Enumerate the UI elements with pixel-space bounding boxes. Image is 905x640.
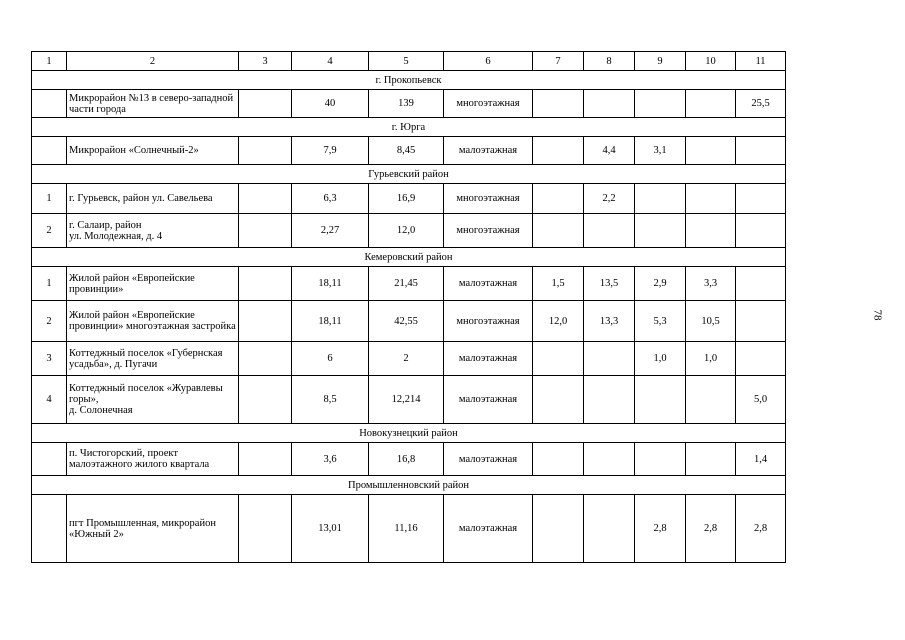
- page-number: 78: [871, 309, 884, 321]
- table-cell: [239, 90, 292, 118]
- table-cell: [686, 90, 736, 118]
- table-cell: малоэтажная: [444, 267, 533, 301]
- table-cell: 13,5: [584, 267, 635, 301]
- object-name-cell: Микрорайон №13 в северо-западной части города: [67, 90, 239, 118]
- table-cell: 2: [32, 301, 67, 342]
- header-cell: 11: [736, 52, 786, 71]
- table-cell: 25,5: [736, 90, 786, 118]
- table-row: [32, 443, 786, 476]
- section-title: Новокузнецкий район: [32, 424, 786, 443]
- table-cell: малоэтажная: [444, 443, 533, 476]
- header-cell: 9: [635, 52, 686, 71]
- table-cell: 3,1: [635, 137, 686, 165]
- table-cell: 1,0: [635, 342, 686, 376]
- table-cell: [686, 214, 736, 248]
- table-cell: [686, 376, 736, 424]
- table-cell: 40: [292, 90, 369, 118]
- table-cell: [635, 90, 686, 118]
- table-cell: [239, 495, 292, 563]
- table-cell: [239, 342, 292, 376]
- header-cell: 5: [369, 52, 444, 71]
- table-cell: [32, 443, 67, 476]
- header-cell: 3: [239, 52, 292, 71]
- table-cell: 2,27: [292, 214, 369, 248]
- table-cell: [239, 184, 292, 214]
- table-row: [32, 376, 786, 424]
- table-cell: 4,4: [584, 137, 635, 165]
- table-cell: [32, 495, 67, 563]
- table-cell: [32, 90, 67, 118]
- table-cell: [239, 301, 292, 342]
- table-row: [32, 184, 786, 214]
- header-cell: 6: [444, 52, 533, 71]
- table-cell: [239, 443, 292, 476]
- table-cell: 2,8: [736, 495, 786, 563]
- table-cell: 12,0: [533, 301, 584, 342]
- table-cell: 11,16: [369, 495, 444, 563]
- table-cell: 12,214: [369, 376, 444, 424]
- object-name-cell: Микрорайон «Солнечный-2»: [67, 137, 239, 165]
- object-name-cell: пгт Промышленная, микрорайон «Южный 2»: [67, 495, 239, 563]
- header-cell: 8: [584, 52, 635, 71]
- table-cell: [736, 214, 786, 248]
- table-cell: [736, 301, 786, 342]
- object-name-cell: г. Гурьевск, район ул. Савельева: [67, 184, 239, 214]
- table-cell: 7,9: [292, 137, 369, 165]
- table-cell: 1: [32, 267, 67, 301]
- table-cell: [533, 376, 584, 424]
- table-cell: 10,5: [686, 301, 736, 342]
- table-cell: 3: [32, 342, 67, 376]
- table-cell: [635, 376, 686, 424]
- data-table: [31, 51, 786, 563]
- table-cell: [533, 342, 584, 376]
- table-cell: [239, 214, 292, 248]
- table-cell: [686, 184, 736, 214]
- table-cell: [736, 137, 786, 165]
- table-cell: [533, 184, 584, 214]
- table-cell: 2,2: [584, 184, 635, 214]
- table-cell: 5,3: [635, 301, 686, 342]
- table-cell: 12,0: [369, 214, 444, 248]
- table-cell: [533, 214, 584, 248]
- header-cell: 4: [292, 52, 369, 71]
- table-cell: 5,0: [736, 376, 786, 424]
- table-cell: [635, 184, 686, 214]
- section-row: [32, 424, 786, 443]
- section-row: [32, 118, 786, 137]
- object-name-cell: Коттеджный поселок «Губернская усадьба», д. Пугачи: [67, 342, 239, 376]
- table-row: [32, 90, 786, 118]
- table-cell: [533, 90, 584, 118]
- table-cell: многоэтажная: [444, 301, 533, 342]
- table-cell: 16,8: [369, 443, 444, 476]
- header-row: [32, 52, 786, 71]
- table-cell: [686, 137, 736, 165]
- table-cell: 8,45: [369, 137, 444, 165]
- table-cell: [736, 184, 786, 214]
- table-cell: 6,3: [292, 184, 369, 214]
- table-cell: [736, 267, 786, 301]
- table-cell: 16,9: [369, 184, 444, 214]
- table-cell: 13,3: [584, 301, 635, 342]
- table-cell: 2,8: [686, 495, 736, 563]
- table-cell: 6: [292, 342, 369, 376]
- table-row: [32, 301, 786, 342]
- table-cell: 13,01: [292, 495, 369, 563]
- section-row: [32, 476, 786, 495]
- object-name-cell: г. Салаир, район ул. Молодежная, д. 4: [67, 214, 239, 248]
- object-name-cell: п. Чистогорский, проект малоэтажного жилого квартала: [67, 443, 239, 476]
- section-row: [32, 71, 786, 90]
- header-cell: 1: [32, 52, 67, 71]
- section-row: [32, 248, 786, 267]
- table-cell: 1: [32, 184, 67, 214]
- table-cell: малоэтажная: [444, 495, 533, 563]
- table-cell: [239, 137, 292, 165]
- table-cell: 42,55: [369, 301, 444, 342]
- table-cell: многоэтажная: [444, 214, 533, 248]
- table-row: [32, 495, 786, 563]
- table-cell: [239, 376, 292, 424]
- section-row: [32, 165, 786, 184]
- table-cell: 21,45: [369, 267, 444, 301]
- table-cell: [736, 342, 786, 376]
- table-cell: [584, 495, 635, 563]
- table-row: [32, 214, 786, 248]
- table-cell: 2,8: [635, 495, 686, 563]
- table-cell: 3,3: [686, 267, 736, 301]
- table-cell: [32, 137, 67, 165]
- table-cell: 3,6: [292, 443, 369, 476]
- table-cell: [533, 495, 584, 563]
- table-cell: [635, 214, 686, 248]
- table-cell: 2: [369, 342, 444, 376]
- section-title: г. Прокопьевск: [32, 71, 786, 90]
- object-name-cell: Жилой район «Европейские провинции» многоэтажная застройка: [67, 301, 239, 342]
- table-cell: 8,5: [292, 376, 369, 424]
- section-title: Гурьевский район: [32, 165, 786, 184]
- table-cell: многоэтажная: [444, 184, 533, 214]
- table-cell: [584, 214, 635, 248]
- table-cell: 1,4: [736, 443, 786, 476]
- table-cell: 18,11: [292, 267, 369, 301]
- table-cell: [584, 443, 635, 476]
- table-cell: 1,5: [533, 267, 584, 301]
- table-cell: [584, 90, 635, 118]
- table-cell: 139: [369, 90, 444, 118]
- table-cell: [533, 137, 584, 165]
- table-cell: малоэтажная: [444, 137, 533, 165]
- table-cell: малоэтажная: [444, 342, 533, 376]
- table-cell: 18,11: [292, 301, 369, 342]
- table-cell: 2,9: [635, 267, 686, 301]
- section-title: г. Юрга: [32, 118, 786, 137]
- table-cell: 2: [32, 214, 67, 248]
- table-cell: 4: [32, 376, 67, 424]
- table-cell: [239, 267, 292, 301]
- table-cell: многоэтажная: [444, 90, 533, 118]
- header-cell: 2: [67, 52, 239, 71]
- section-title: Промышленновский район: [32, 476, 786, 495]
- table-row: [32, 137, 786, 165]
- object-name-cell: Коттеджный поселок «Журавлевы горы», д. Солонечная: [67, 376, 239, 424]
- header-cell: 10: [686, 52, 736, 71]
- table-cell: [584, 376, 635, 424]
- table-cell: [533, 443, 584, 476]
- header-cell: 7: [533, 52, 584, 71]
- table-cell: малоэтажная: [444, 376, 533, 424]
- table-row: [32, 267, 786, 301]
- section-title: Кемеровский район: [32, 248, 786, 267]
- table-cell: [584, 342, 635, 376]
- table-row: [32, 342, 786, 376]
- table-cell: 1,0: [686, 342, 736, 376]
- table-cell: [635, 443, 686, 476]
- object-name-cell: Жилой район «Европейские провинции»: [67, 267, 239, 301]
- table-cell: [686, 443, 736, 476]
